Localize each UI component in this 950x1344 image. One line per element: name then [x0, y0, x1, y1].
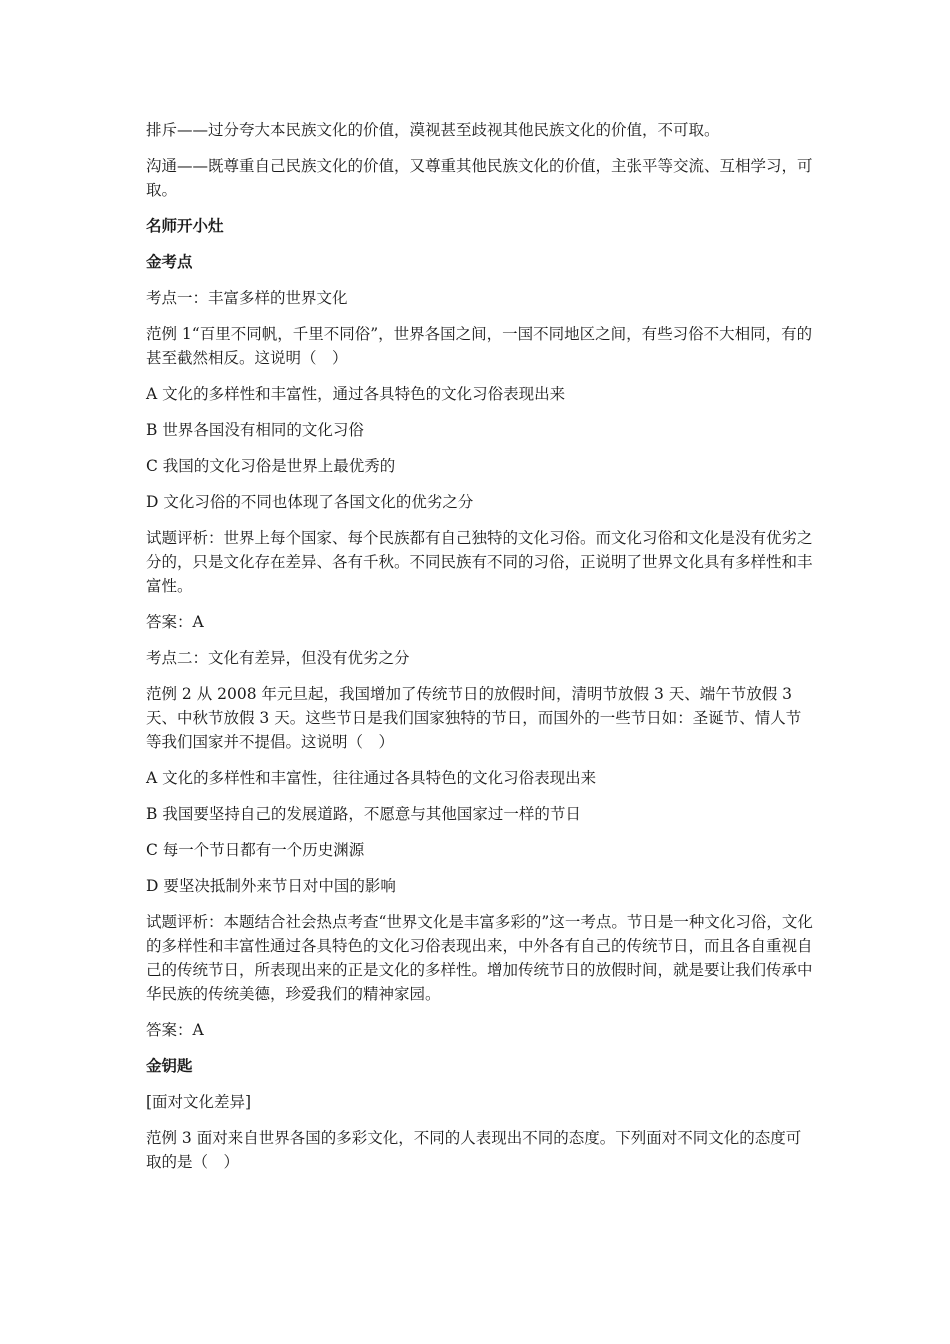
point2-option-d: D 要坚决抵制外来节日对中国的影响 [146, 877, 396, 895]
point1-answer: 答案：A [146, 613, 204, 631]
gold-key-subheading: [面对文化差异] [146, 1093, 252, 1111]
point1-title: 考点一：丰富多样的世界文化 [146, 289, 348, 307]
gold-points-heading: 金考点 [146, 253, 193, 271]
exclusion-paragraph: 排斥——过分夸大本民族文化的价值，漠视甚至歧视其他民族文化的价值，不可取。 [146, 121, 720, 139]
point1-option-b: B 世界各国没有相同的文化习俗 [146, 421, 364, 439]
point1-option-d: D 文化习俗的不同也体现了各国文化的优劣之分 [146, 493, 474, 511]
point2-title: 考点二：文化有差异，但没有优劣之分 [146, 649, 410, 667]
point1-question: 范例 1“百里不同帆，千里不同俗”，世界各国之间，一国不同地区之间，有些习俗不大相同，有的甚至截然相反。这说明（ ） [146, 325, 813, 367]
point1-option-c: C 我国的文化习俗是世界上最优秀的 [146, 457, 396, 475]
point1-analysis: 试题评析：世界上每个国家、每个民族都有自己独特的文化习俗。而文化习俗和文化是没有优劣之分的，只是文化存在差异、各有千秋。不同民族有不同的习俗，正说明了世界文化具有多样性和丰富性。 [146, 529, 813, 595]
point2-answer: 答案：A [146, 1021, 204, 1039]
section-title: 名师开小灶 [146, 217, 224, 235]
point2-question: 范例 2 从 2008 年元旦起，我国增加了传统节日的放假时间，清明节放假 3 天、端午节放假 3 天、中秋节放假 3 天。这些节日是我们国家独特的节日，而国外的一些节日如：圣诞节、情人节等我们国家并不提倡。这说明（ ） [146, 685, 802, 751]
document-page [146, 118, 814, 1186]
communication-paragraph: 沟通——既尊重自己民族文化的价值，又尊重其他民族文化的价值，主张平等交流、互相学习，可取。 [146, 157, 813, 199]
example3-question: 范例 3 面对来自世界各国的多彩文化，不同的人表现出不同的态度。下列面对不同文化的态度可取的是（ ） [146, 1129, 802, 1171]
gold-key-heading: 金钥匙 [146, 1057, 193, 1075]
point2-option-c: C 每一个节日都有一个历史渊源 [146, 841, 365, 859]
point1-option-a: A 文化的多样性和丰富性，通过各具特色的文化习俗表现出来 [146, 385, 566, 403]
point2-option-b: B 我国要坚持自己的发展道路，不愿意与其他国家过一样的节日 [146, 805, 581, 823]
point2-analysis: 试题评析：本题结合社会热点考查“世界文化是丰富多彩的”这一考点。节日是一种文化习俗，文化的多样性和丰富性通过各具特色的文化习俗表现出来，中外各有自己的传统节日，而且各自重视自己的传统节日，所表现出来的正是文化的多样性。增加传统节日的放假时间，就是要让我们传承中华民族的传统美德，珍爱我们的精神家园。 [146, 913, 813, 1003]
point2-option-a: A 文化的多样性和丰富性，往往通过各具特色的文化习俗表现出来 [146, 769, 597, 787]
